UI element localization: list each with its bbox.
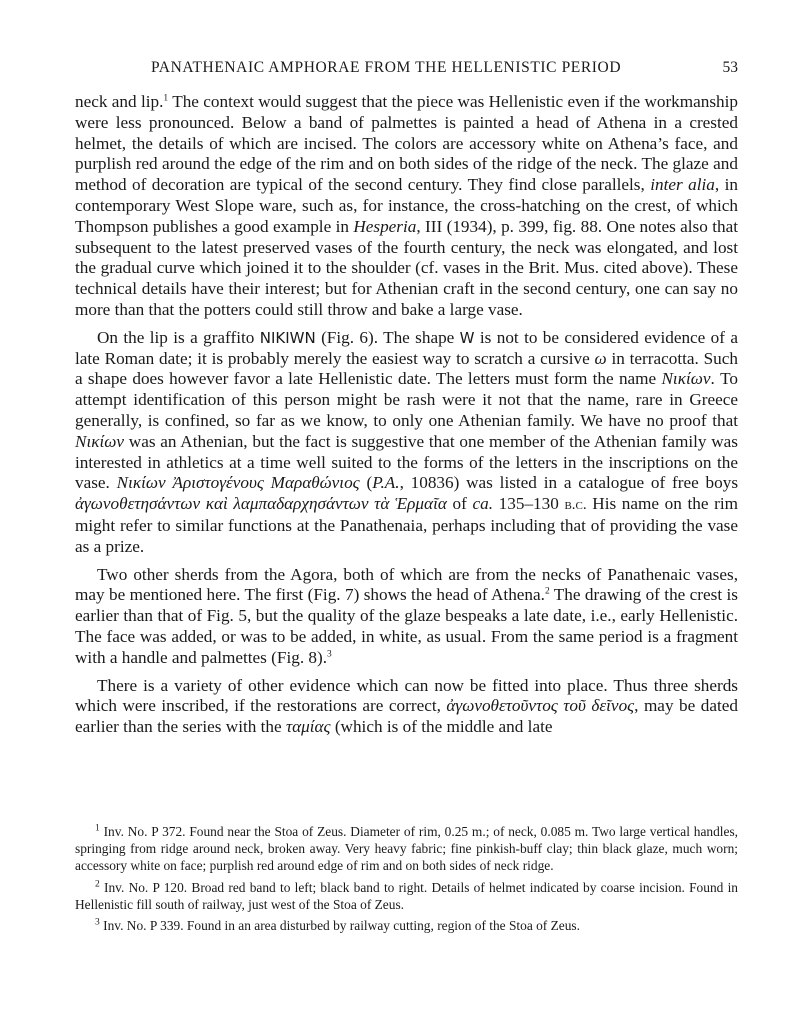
footnote-mark: 2 xyxy=(95,879,100,890)
text-run: The context would suggest that the piece was Hellenistic even if the workmanship were less pronounced. Below a band of palmettes is painted a head of Athena in a crested helmet, the details of which are incised. The colors are accessory white on Athena’s face, and purplish red around the edge of the rim and on both sides of the ridge of the neck. The glaze and method of decoration are typical of the second century. They find close parallels, xyxy=(75,92,739,195)
greek-name: Νικίων Ἀριστογένους Μαραθώνιος xyxy=(116,473,360,493)
text-run: (Fig. 6). The shape xyxy=(315,327,460,347)
text-run: of xyxy=(446,494,473,514)
text-run: Two other sherds from the Agora, both of which are from the necks of Panathenaic vases, may be mentioned here. The first (Fig. 7) shows the head of Athena. xyxy=(75,564,738,605)
running-header xyxy=(75,59,738,81)
body-text xyxy=(75,92,738,745)
footnote-1 xyxy=(75,823,738,875)
citation-pa: P.A. xyxy=(372,473,400,493)
text-run: 135–130 xyxy=(493,494,565,514)
paragraph-4 xyxy=(75,676,738,738)
text-run: His name on the rim might refer to similar functions at the Panathenaia, perhaps including that of providing the vase as a prize. xyxy=(75,494,738,556)
letter-w: W xyxy=(459,328,475,347)
text-run: neck and lip. xyxy=(75,92,164,111)
journal-title: Hesperia xyxy=(353,216,417,236)
greek-omega: ω xyxy=(594,348,607,368)
text-run: , in contemporary West Slope ware, such as, for instance, the cross-hatching on the crest, of which Thompson publishes a good example in xyxy=(75,175,739,236)
footnotes xyxy=(75,823,738,938)
text-run: ( xyxy=(359,473,373,493)
term-inter-alia: inter alia xyxy=(650,175,715,195)
footnote-text: Inv. No. P 339. Found in an area disturbed by railway cutting, region of the Stoa of Zeus. xyxy=(103,918,580,934)
footnote-3 xyxy=(75,917,738,934)
greek-nikion: Νικίων xyxy=(661,369,711,389)
paragraph-3 xyxy=(75,565,738,669)
text-run: The drawing of the crest is earlier than that of Fig. 5, but the quality of the glaze bespeaks a late date, i.e., early Hellenistic. The face was added, or was to be added, in white, as usual. From the same period is a fragment with a handle and palmettes (Fig. 8). xyxy=(75,585,738,667)
text-run: . To attempt identification of this person might be rash were it not that the name, rare in Greece generally, is confined, so far as we know, to only one Athenian family. We have no proof that xyxy=(75,369,738,430)
greek-nikion: Νικίων xyxy=(75,431,125,451)
text-run: was an Athenian, but the fact is suggestive that one member of the Athenian family was interested in athletics at a time well suited to the forms of the letters in the inscriptions on the vase. xyxy=(75,431,738,493)
text-run: is not to be considered evidence of a late Roman date; it is probably merely the easiest way to scratch a cursive xyxy=(75,327,738,368)
footnote-ref-2: 2 xyxy=(544,586,550,597)
paragraph-2 xyxy=(75,328,738,558)
text-run: , III (1934), p. 399, fig. 88. One notes also that subsequent to the latest preserved vases of the fourth century, the neck was elongated, and lost the gradual curve which joined it to the shoulder (cf. vases in the Brit. Mus. cited above). These technical details have their interest; but for Athenian craft in the second century, one can say no more than that the potters could still throw and bake a large vase. xyxy=(75,216,738,319)
paragraph-1 xyxy=(75,92,738,321)
footnote-mark: 1 xyxy=(95,823,100,834)
footnote-ref-1: 1 xyxy=(163,93,169,104)
running-title: PANATHENAIC AMPHORAE FROM THE HELLENISTIC PERIOD xyxy=(151,59,622,76)
greek-phrase: ἀγωνοθετησάντων καὶ λαμπαδαρχησάντων τὰ Ἑρμαῖα xyxy=(75,494,447,514)
footnote-mark: 3 xyxy=(95,917,100,928)
abbr-ca: ca. xyxy=(472,494,494,514)
text-run: (which is of the middle and late xyxy=(330,717,553,737)
text-run: , may be dated earlier than the series with the xyxy=(75,696,738,737)
greek-inscription: ἀγωνοθετοῦντος τοῦ δεῖνος xyxy=(446,696,635,716)
page-number: 53 xyxy=(722,59,738,76)
greek-tamias: ταμίας xyxy=(285,717,331,737)
abbr-bc: b.c. xyxy=(564,497,587,514)
footnote-ref-3: 3 xyxy=(327,648,332,659)
footnote-text: Inv. No. P 120. Broad red band to left; black band to right. Details of helmet indicated by coarse incision. Found in Hellenistic fill south of railway, just west of the Stoa of Zeus. xyxy=(75,879,738,912)
graffito: NIKIWN xyxy=(259,328,316,347)
text-run: , 10836) was listed in a catalogue of free boys xyxy=(399,473,739,493)
footnote-2 xyxy=(75,879,738,913)
footnote-text: Inv. No. P 372. Found near the Stoa of Zeus. Diameter of rim, 0.25 m.; of neck, 0.085 m. Two large vertical handles, springing from ridge around neck, broken away. Very heavy fabric; fine pinkish-buff clay; thin black glaze, much worn; accessory white on face; purplish red around edge of rim and on both sides of neck ridge. xyxy=(75,824,739,874)
text-run: in terracotta. Such a shape does however favor a late Hellenistic date. The letters must form the name xyxy=(75,348,738,389)
text-run: On the lip is a graffito xyxy=(97,327,260,347)
text-run: There is a variety of other evidence which can now be fitted into place. Thus three sherds which were inscribed, if the restorations are correct, xyxy=(75,675,738,716)
